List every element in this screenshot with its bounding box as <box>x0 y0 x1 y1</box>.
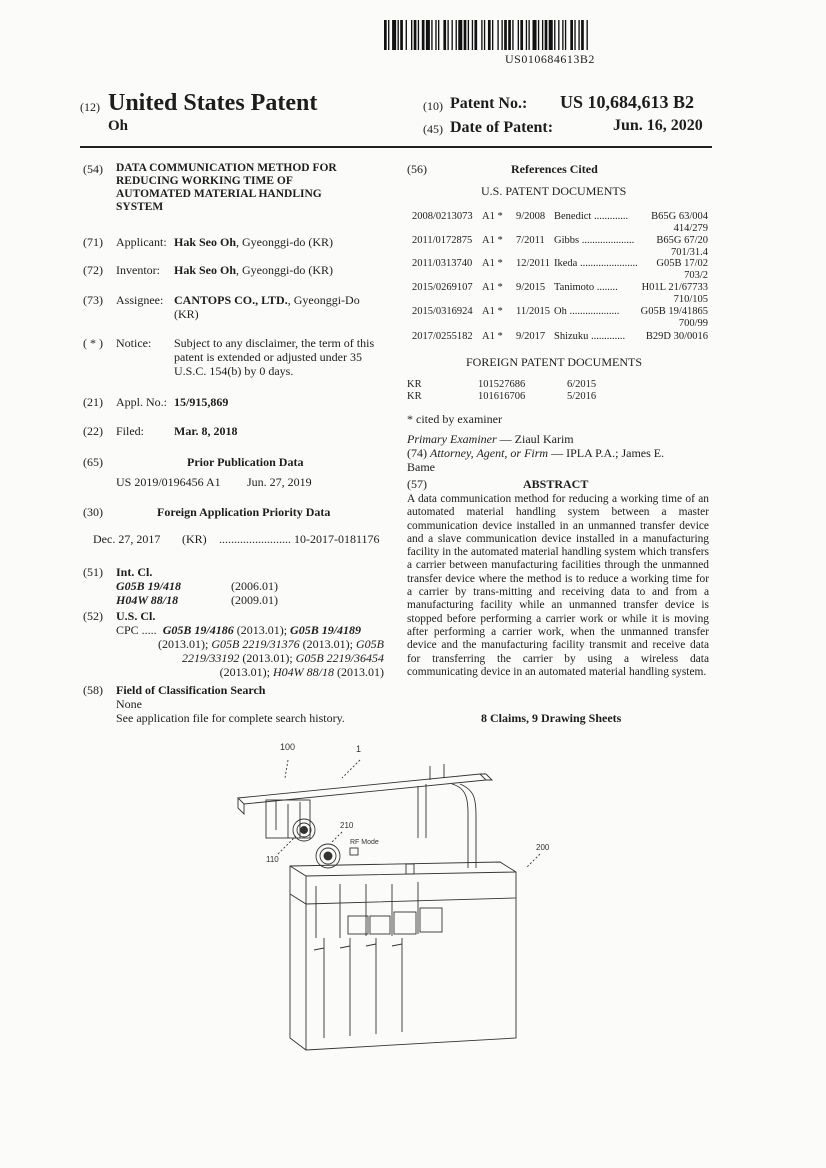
primary-examiner-label: Primary Examiner <box>407 432 497 446</box>
barcode-bar <box>574 20 575 50</box>
intcl-year: (2006.01) <box>231 579 278 593</box>
cpc-class: G05B <box>356 637 384 651</box>
ref-name <box>554 282 618 294</box>
foreign-doc-number: 101527686 <box>478 379 526 390</box>
title-line: DATA COMMUNICATION METHOD FOR <box>116 162 337 174</box>
label-100: 100 <box>280 742 296 752</box>
barcode-bar <box>538 20 539 50</box>
claims-summary: 8 Claims, 9 Drawing Sheets <box>481 711 622 725</box>
foreign-doc-date: 6/2015 <box>567 379 597 390</box>
barcode-bar <box>528 20 529 50</box>
ref-inventor: Shizuku <box>554 331 589 342</box>
foreign-priority-date: Dec. 27, 2017 <box>93 532 161 546</box>
cpc-class: G05B 19/4189 <box>290 623 362 637</box>
foreign-doc-number: 101616706 <box>478 391 526 402</box>
foreign-priority-code: (30) <box>83 505 103 519</box>
date-label: Date of Patent: <box>450 119 554 136</box>
applicant-value <box>174 235 333 249</box>
assignee-location: , Gyeonggi-Do <box>287 293 360 307</box>
barcode-bar <box>542 20 543 50</box>
barcode-bar <box>562 20 563 50</box>
barcode-bar <box>488 20 491 50</box>
barcode-bar <box>549 20 553 50</box>
notice-code: ( * ) <box>83 336 103 350</box>
title-code: (54) <box>83 162 103 176</box>
notice-label: Notice: <box>116 336 152 350</box>
ref-inventor: Ikeda <box>554 258 578 269</box>
field-search-label: Field of Classification Search <box>116 683 266 697</box>
system-drawing <box>230 738 570 1058</box>
assignee-name: CANTOPS CO., LTD. <box>174 293 288 307</box>
us-ref-row <box>412 331 708 355</box>
barcode <box>384 20 710 50</box>
ref-name <box>554 306 619 318</box>
barcode-bar <box>497 20 498 50</box>
intcl-class: G05B 19/418 <box>116 579 182 593</box>
refs-code: (56) <box>407 162 427 176</box>
assignee-value <box>174 293 360 321</box>
ref-kind: A1 * <box>482 258 503 269</box>
ref-kind: A1 * <box>482 331 503 342</box>
barcode-bar <box>443 20 446 50</box>
barcode-bar <box>554 20 555 50</box>
ref-number: 2011/0313740 <box>412 258 473 269</box>
barcode-bar <box>492 20 493 50</box>
assignee-label: Assignee: <box>116 293 164 307</box>
ref-date: 11/2015 <box>516 306 551 317</box>
label-110: 110 <box>266 855 279 864</box>
filed-date: Mar. 8, 2018 <box>174 424 238 438</box>
barcode-bar <box>526 20 527 50</box>
barcode-bar <box>508 20 511 50</box>
applicant-name: Hak Seo Oh <box>174 235 237 249</box>
barcode-bar <box>456 20 457 50</box>
barcode-bar <box>388 20 389 50</box>
ref-number: 2015/0269107 <box>412 282 473 293</box>
barcode-bar <box>578 20 579 50</box>
ref-dots: ............. <box>593 211 629 222</box>
applicant-location: , Gyeonggi-do (KR) <box>236 235 333 249</box>
cpc-year: (2013.01); <box>158 637 212 651</box>
ref-name <box>554 258 638 270</box>
applicant-code: (71) <box>83 235 103 249</box>
us-ref-row <box>412 211 708 235</box>
barcode-bar <box>392 20 396 50</box>
inventor-code: (72) <box>83 263 103 277</box>
barcode-bar <box>452 20 453 50</box>
title-line: AUTOMATED MATERIAL HANDLING <box>116 188 322 200</box>
primary-examiner-name: — Ziaul Karim <box>496 432 574 446</box>
abstract-title: ABSTRACT <box>523 477 589 491</box>
ref-subclass: 414/279 <box>673 223 708 234</box>
barcode-bar <box>533 20 537 50</box>
ref-date: 9/2015 <box>516 282 546 293</box>
barcode-bar <box>504 20 507 50</box>
filed-code: (22) <box>83 424 103 438</box>
prior-pub-title: Prior Publication Data <box>187 455 304 469</box>
ref-date: 7/2011 <box>516 235 545 246</box>
ref-name <box>554 211 628 223</box>
ref-subclass: 710/105 <box>673 294 708 305</box>
notice-text <box>174 336 384 378</box>
barcode-bar <box>518 20 519 50</box>
ref-kind: A1 * <box>482 306 503 317</box>
ref-kind: A1 * <box>482 282 503 293</box>
ref-number: 2008/0213073 <box>412 211 473 222</box>
barcode-bar <box>418 20 419 50</box>
ref-number: 2017/0255182 <box>412 331 473 342</box>
foreign-docs-title: FOREIGN PATENT DOCUMENTS <box>466 355 643 369</box>
cpc-year: (2013.01); <box>219 665 273 679</box>
ref-dots: ........ <box>596 282 618 293</box>
barcode-bar <box>501 20 502 50</box>
label-1: 1 <box>356 744 362 754</box>
barcode-number: US010684613B2 <box>505 52 595 66</box>
label-210: 210 <box>340 821 354 830</box>
title-line: SYSTEM <box>116 201 164 213</box>
ref-inventor: Tanimoto <box>554 282 595 293</box>
inventor-value <box>174 263 333 277</box>
us-ref-row <box>412 235 708 259</box>
barcode-bar <box>545 20 548 50</box>
us-ref-row <box>412 258 708 282</box>
cpc-class: G05B 2219/36454 <box>295 651 384 665</box>
ref-class: B65G 63/004 <box>651 211 708 222</box>
filed-label: Filed: <box>116 424 145 438</box>
abstract-code: (57) <box>407 477 427 491</box>
cpc-year: (2013.01) <box>334 665 384 679</box>
field-search-code: (58) <box>83 683 103 697</box>
cpc-class: G05B 19/4186 <box>162 623 234 637</box>
notice-line: U.S.C. 154(b) by 0 days. <box>174 364 294 378</box>
prior-pub-number: US 2019/0196456 A1 <box>116 475 221 489</box>
barcode-bar <box>400 20 403 50</box>
foreign-priority-dots: ........................ <box>219 532 291 546</box>
cpc-prefix: CPC ..... <box>116 623 157 637</box>
barcode-bar <box>411 20 412 50</box>
barcode-bar <box>431 20 432 50</box>
prior-pub-date: Jun. 27, 2019 <box>247 475 312 489</box>
cpc-year: (2013.01); <box>239 651 296 665</box>
inventor-name: Hak Seo Oh <box>174 263 237 277</box>
header-rule <box>80 146 712 148</box>
code-45: (45) <box>423 122 443 136</box>
date-value: Jun. 16, 2020 <box>613 117 703 134</box>
cpc-class: G05B 2219/31376 <box>211 637 300 651</box>
ref-kind: A1 * <box>482 211 503 222</box>
us-ref-row <box>412 282 708 306</box>
us-ref-row <box>412 306 708 330</box>
barcode-bar <box>481 20 482 50</box>
patent-no-value: US 10,684,613 B2 <box>560 92 695 112</box>
ref-subclass: 700/99 <box>678 318 708 329</box>
ref-class: B29D 30/0016 <box>645 331 708 342</box>
ref-class: G05B 17/02 <box>656 258 708 269</box>
appl-label: Appl. No.: <box>116 395 167 409</box>
notice-line: Subject to any disclaimer, the term of this <box>174 336 375 350</box>
refs-title: References Cited <box>511 162 598 176</box>
label-200: 200 <box>536 843 550 852</box>
ref-dots: ................... <box>569 306 620 317</box>
barcode-bar <box>468 20 469 50</box>
attorney <box>407 446 707 474</box>
ref-date: 9/2017 <box>516 331 546 342</box>
foreign-doc-date: 5/2016 <box>567 391 597 402</box>
ref-number: 2015/0316924 <box>412 306 473 317</box>
barcode-bar <box>484 20 485 50</box>
uscl-label: U.S. Cl. <box>116 609 156 623</box>
barcode-bar <box>398 20 399 50</box>
ref-dots: .................... <box>581 235 635 246</box>
patent-title: United States Patent <box>108 90 318 116</box>
field-search-note: See application file for complete search history. <box>116 711 345 725</box>
barcode-bar <box>587 20 588 50</box>
cpc-year: (2013.01); <box>299 637 356 651</box>
barcode-bar <box>422 20 425 50</box>
barcode-bar <box>384 20 387 50</box>
assignee-location-country: (KR) <box>174 307 199 321</box>
barcode-bar <box>414 20 417 50</box>
foreign-doc-country: KR <box>407 379 422 390</box>
barcode-bar <box>435 20 436 50</box>
intcl-code: (51) <box>83 565 103 579</box>
inventor-label: Inventor: <box>116 263 160 277</box>
ref-date: 9/2008 <box>516 211 546 222</box>
ref-inventor: Oh <box>554 306 567 317</box>
intcl-class: H04W 88/18 <box>116 593 179 607</box>
ref-class: H01L 21/67733 <box>641 282 708 293</box>
ref-dots: ...................... <box>579 258 638 269</box>
barcode-bar <box>581 20 584 50</box>
cited-by-examiner: * cited by examiner <box>407 412 502 426</box>
attorney-label: Attorney, Agent, or Firm <box>430 446 549 460</box>
foreign-priority-country: (KR) <box>182 532 207 546</box>
cpc-year: (2013.01); <box>233 623 291 637</box>
title-line: REDUCING WORKING TIME OF <box>116 175 293 187</box>
ref-class: G05B 19/41865 <box>640 306 708 317</box>
inventor-surname: Oh <box>108 118 129 134</box>
ref-kind: A1 * <box>482 235 503 246</box>
barcode-bar <box>474 20 477 50</box>
code-10: (10) <box>423 99 443 113</box>
barcode-bar <box>458 20 462 50</box>
foreign-docs-table <box>407 379 707 403</box>
field-search-none: None <box>116 697 142 711</box>
barcode-bar <box>512 20 513 50</box>
barcode-bar <box>558 20 559 50</box>
ref-subclass: 701/31.4 <box>670 247 708 258</box>
ref-name <box>554 235 634 247</box>
appl-code: (21) <box>83 395 103 409</box>
ref-inventor: Gibbs <box>554 235 580 246</box>
notice-line: patent is extended or adjusted under 35 <box>174 350 362 364</box>
foreign-priority-title: Foreign Application Priority Data <box>157 505 331 519</box>
attorney-code: (74) <box>407 446 427 460</box>
barcode-bar <box>520 20 523 50</box>
ref-date: 12/2011 <box>516 258 551 269</box>
applicant-label: Applicant: <box>116 235 167 249</box>
us-docs-title: U.S. PATENT DOCUMENTS <box>481 184 627 198</box>
ref-number: 2011/0172875 <box>412 235 473 246</box>
cpc-class: H04W 88/18 <box>273 665 334 679</box>
barcode-bar <box>447 20 448 50</box>
barcode-bar <box>426 20 430 50</box>
label-rf-mode: RF Mode <box>350 839 379 846</box>
ref-class: B65G 67/20 <box>656 235 708 246</box>
ref-subclass: 703/2 <box>684 270 708 281</box>
intcl-year: (2009.01) <box>231 593 278 607</box>
ref-dots: ............. <box>591 331 626 342</box>
barcode-bar <box>565 20 566 50</box>
appl-number: 15/915,869 <box>174 395 229 409</box>
uscl-code: (52) <box>83 609 103 623</box>
barcode-bar <box>472 20 473 50</box>
invention-title <box>116 162 337 214</box>
patent-no-label: Patent No.: <box>450 95 528 112</box>
assignee-code: (73) <box>83 293 103 307</box>
primary-examiner <box>407 432 574 446</box>
barcode-bar <box>464 20 467 50</box>
cpc-class: 2219/33192 <box>181 651 240 665</box>
foreign-doc-country: KR <box>407 391 422 402</box>
intcl-label: Int. Cl. <box>116 565 153 579</box>
cpc-classification <box>116 623 384 679</box>
barcode-bar <box>406 20 407 50</box>
barcode-bar <box>570 20 573 50</box>
prior-pub-code: (65) <box>83 455 103 469</box>
barcode-bar <box>438 20 439 50</box>
inventor-location: , Gyeonggi-do (KR) <box>236 263 333 277</box>
code-12: (12) <box>80 100 100 114</box>
foreign-priority-number: 10-2017-0181176 <box>294 532 380 546</box>
attorney-name: — IPLA P.A.; James E. <box>548 446 665 460</box>
ref-inventor: Benedict <box>554 211 592 222</box>
abstract-text: A data communication method for reducing a working time of an automated material handling system between a master communication device installed in an unmanned transfer device and a slave communication device installed in a manufacturing facility in the automated material handling system which transfers a carrier between manufacturing facilities through the unmanned transfer device where the method is to reduce a working time for a carrier by trans-mitting and receiving data to and from a manufacturing facility while an unmanned transfer device is stopped before performing a carrier work or while it is moving after performing a carrier work, when the unmanned transfer device and the manufacturing facility transmit and receive data for transferring the carrier by using a wireless data communicating device in an automated material handling system. <box>407 493 709 678</box>
ref-name <box>554 331 625 343</box>
attorney-name-cont: Bame <box>407 460 435 474</box>
